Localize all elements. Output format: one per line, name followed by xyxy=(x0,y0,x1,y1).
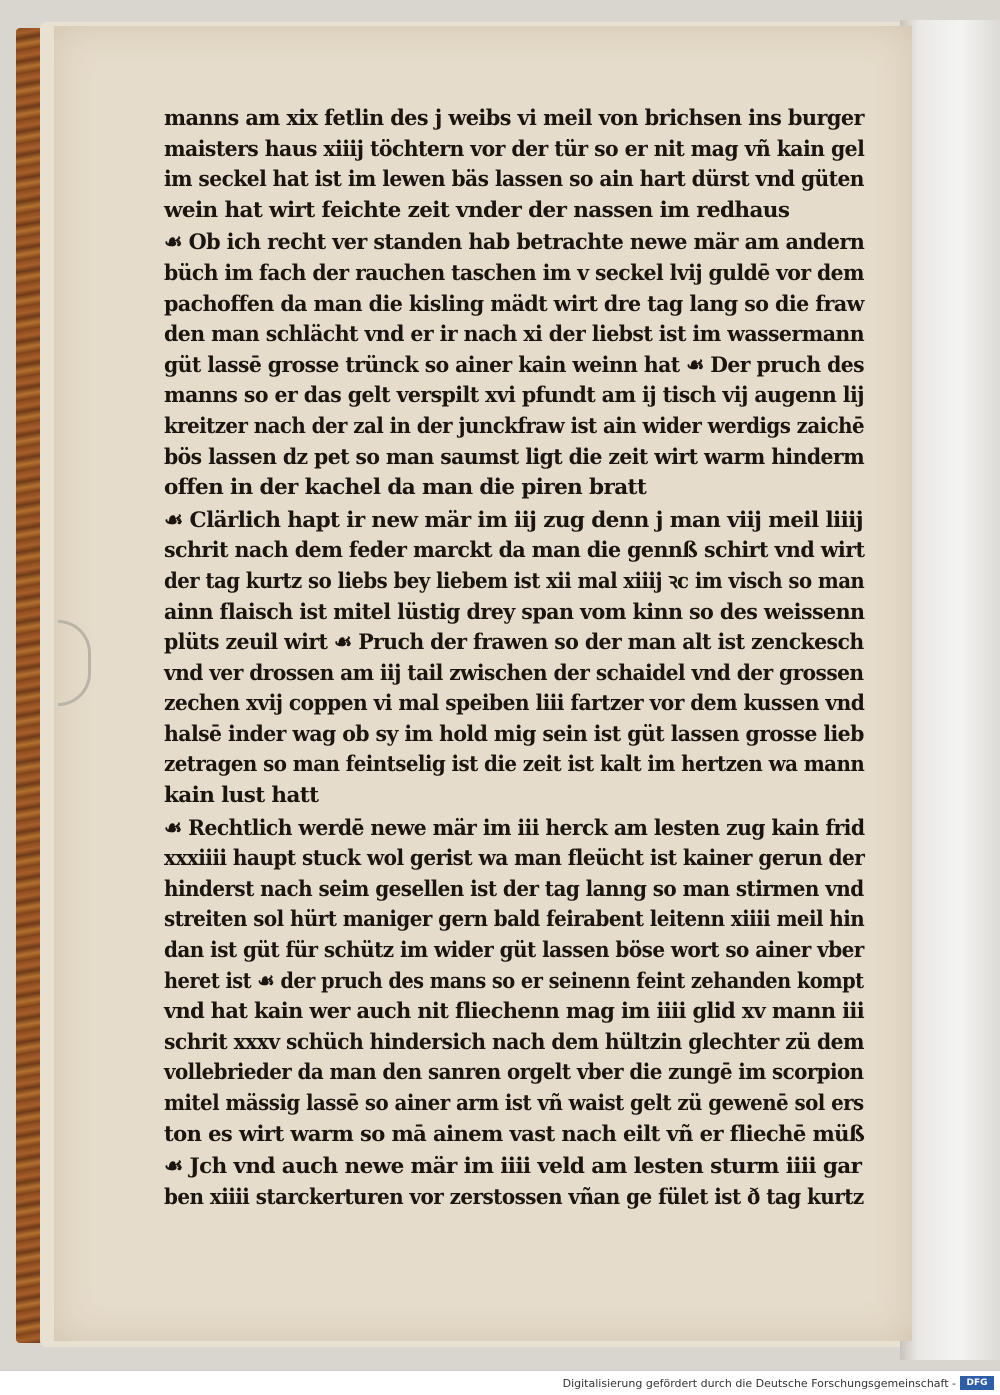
text-line: ☙ Jch vnd auch newe mär im iiii veld am lesten sturm iiii gar xyxy=(164,1154,862,1180)
text-line: ben xiiii starckerturen vor zerstossen vñan ge fület ist ð tag kurtz xyxy=(164,1184,864,1210)
footer-credit: Digitalisierung gefördert durch die Deutsche Forschungsgemeinschaft - xyxy=(562,1377,956,1390)
paragraph xyxy=(164,506,864,812)
text-line: offen in der kachel da man die piren bratt xyxy=(164,475,647,501)
text-line: wein hat wirt feichte zeit vnder der nassen im redhaus xyxy=(164,197,790,223)
paragraph xyxy=(164,228,864,503)
text-line: vollebrieder da man den sanren orgelt vber die zungē im scorpion xyxy=(164,1060,864,1086)
book-gutter xyxy=(900,20,1000,1360)
text-line: schrit nach dem feder marckt da man die gennß schirt vnd wirt xyxy=(164,538,865,564)
text-line: ☙ Ob ich recht ver standen hab betrachte newe mär am andern xyxy=(164,230,865,256)
text-line: den man schlächt vnd er ir nach xi der liebst ist im wassermann xyxy=(164,322,865,348)
text-line: kain lust hatt xyxy=(164,783,319,809)
text-line: hinderst nach seim gesellen ist der tag lanng so man stirmen vnd xyxy=(164,876,864,902)
paragraph xyxy=(164,1152,864,1213)
text-line: ainn flaisch ist mitel lüstig drey span vom kinn so des weissenn xyxy=(164,599,865,625)
text-line: dan ist güt für schütz im wider güt lassen böse wort so ainer vber xyxy=(164,938,864,964)
text-line: heret ist ☙ der pruch des mans so er seinenn feint zehanden kompt xyxy=(164,968,864,994)
text-line: xxxiiii haupt stuck wol gerist wa man fleücht ist kainer gerun der xyxy=(164,846,865,872)
text-line: im seckel hat ist im lewen bäs lassen so ain hart dürst vnd güten xyxy=(164,167,864,193)
text-line: vnd hat kain wer auch nit fliechenn mag im iiii glid xv mann iii xyxy=(164,999,865,1025)
footer-bar xyxy=(0,1370,1000,1395)
text-line: manns so er das gelt verspilt xvi pfundt am ij tisch vij augenn lij xyxy=(164,383,865,409)
text-line: ton es wirt warm so mā ainem vast nach eilt vñ er fliechē müß xyxy=(164,1121,865,1147)
text-line: kreitzer nach der zal in der junckfraw ist ain wider werdigs zaichē xyxy=(164,413,865,439)
text-line: maisters haus xiiij töchtern vor der tür so er nit mag vñ kain gel xyxy=(164,136,865,162)
text-line: streiten sol hürt maniger gern bald feirabent leitenn xiiii meil hin xyxy=(164,907,865,933)
text-line: ☙ Rechtlich werdē newe mär im iii herck am lesten zug kain frid xyxy=(164,815,865,841)
text-line: bös lassen dz pet so man saumst ligt die zeit wirt warm hinderm xyxy=(164,444,865,470)
text-line: ☙ Clärlich hapt ir new mär im iij zug denn j man viij meil liiij xyxy=(164,507,863,533)
paragraph xyxy=(164,814,864,1151)
text-line: zetragen so man feintselig ist die zeit ist kalt im hertzen wa mann xyxy=(164,752,865,778)
text-line: halsē inder wag ob sy im hold mig sein ist güt lassen grosse lieb xyxy=(164,721,864,747)
page-text xyxy=(164,104,864,1213)
paragraph xyxy=(164,104,864,226)
text-line: plüts zeuil wirt ☙ Pruch der frawen so der man alt ist zenckesch xyxy=(164,630,864,656)
text-line: zechen xvij coppen vi mal speiben liii fartzer vor dem kussen vnd xyxy=(164,691,865,717)
text-line: vnd ver drossen am iij tail zwischen der schaidel vnd der grossen xyxy=(164,660,864,686)
text-line: güt lassē grosse trünck so ainer kain weinn hat ☙ Der pruch des xyxy=(164,352,865,378)
text-line: mitel mässig lassē so ainer arm ist vñ waist gelt zü gewenē sol ers xyxy=(164,1091,864,1116)
text-line: manns am xix fetlin des j weibs vi meil von brichsen ins burger xyxy=(164,106,864,131)
text-line: pachoffen da man die kisling mädt wirt dre tag lang so die fraw xyxy=(164,291,864,317)
text-line: büch im fach der rauchen taschen im v seckel lvij guldē vor dem xyxy=(164,260,864,286)
text-line: der tag kurtz so liebs bey liebem ist xii mal xiiij ꝛc im visch so man xyxy=(164,568,865,594)
dfg-logo-icon: DFG xyxy=(960,1376,994,1390)
text-line: schrit xxxv schüch hindersich nach dem hültzin glechter zü dem xyxy=(164,1029,864,1055)
